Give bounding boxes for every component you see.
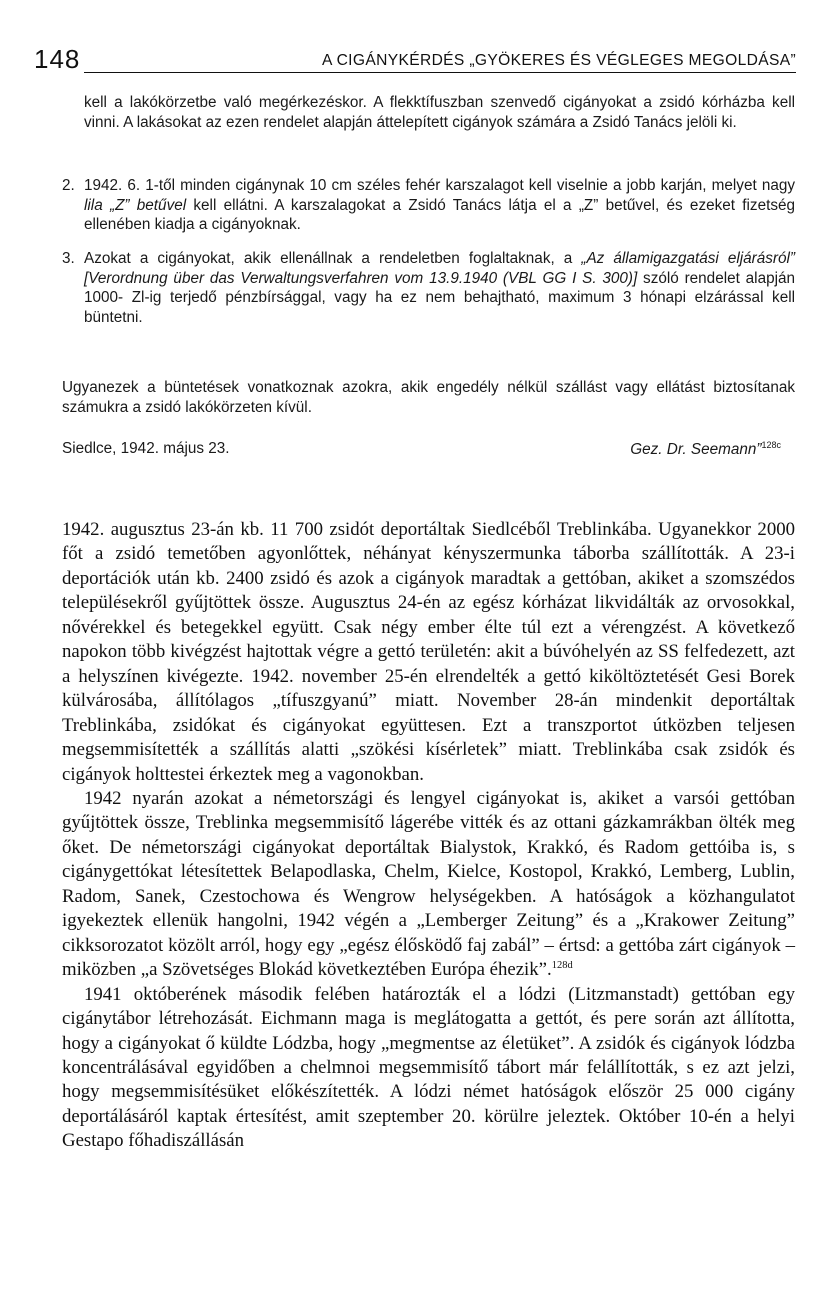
- decree-intro: [84, 93, 795, 132]
- paragraph: 1942. augusztus 23-án kb. 11 700 zsidót deportáltak Siedlcéből Treblinkába. Ugyanekkor 2000 főt a zsidó temetőben agyonlőttek, néhányat kényszermunka táborba szállították. A 23-i deportációk után kb. 2400 zsidó és azok a cigányok maradtak a gettóban, akiket a szomszédos településekről gyűjtöttek össze. Augusztus 24-én az egész kórházat likvidálták az orvosokkal, nővérekkel és betegekkel együtt. Csak négy ember élte túl ezt a vérengzést. A következő napokon több kivégzést hajtottak végre a gettó területén: akit a búvóhelyén az SS felfedezett, azt a helyszínen kivégezte. 1942. november 25-én elrendelték a gettó kiköltöztetését Gesi Borek külvárosába, állítólagos „tífuszgyanú” miatt. November 28-án mindenkit deportáltak Treblinkába, zsidókat és cigányokat együttesen. Ezt a transzportot útközben teljesen megsemmisítették a szállítás alatti „szökési kísérletek” miatt. Treblinkába csak zsidók és cigányok holttestei érkeztek meg a vagonokban.: [62, 519, 795, 785]
- decree-intro-text: kell a lakókörzetbe való megérkezéskor. A flekktífuszban szenvedő cigányokat a zsidó kórházba kell vinni. A lakásokat az ezen rendelet alapján áttelepített cigányok számára a Zsidó Tanács jelöli ki.: [84, 94, 795, 131]
- running-head: A CIGÁNYKÉRDÉS „GYÖKERES ÉS VÉGLEGES MEGOLDÁSA”: [322, 52, 796, 69]
- decree-item-text: Azokat a cigányokat, akik ellenállnak a rendeletben foglaltaknak, a „Az államigazgatási eljárásról” [Verordnung über das Verwaltungsverfahren vom 13.9.1940 (VBL GG I S. 300)] szóló rendelet alapján 1000- Zl-ig terjedő pénzbírsággal, vagy ha ez nem behajtható, maximum 3 hónapi elzárással kell büntetni.: [84, 250, 795, 326]
- signature: Gez. Dr. Seemann”$^{128c}$: [630, 440, 781, 459]
- body-text: [62, 518, 795, 1154]
- decree-item-number: 2.: [62, 177, 75, 194]
- decree-item-number: 3.: [62, 250, 75, 267]
- citation-text: „Az államigazgatási eljárásról” [Verordnung über das Verwaltungsverfahren vom 13.9.1940 (VBL GG I S. 300)]: [84, 250, 795, 287]
- paragraph: 1941 októberének második felében határozták el a lódzi (Litzmanstadt) gettóban egy cigánytábor létrehozását. Eichmann maga is meglátogatta a gettót, és pere során azt állította, hogy a cigányokat ő küldte Lódzba, hogy „megmentse az életüket”. A zsidók és cigányok lódzba koncentrálásával egyidőben a chelmnoi megsemmisítő tábort már felállították, s ez azt jelzi, hogy megsemmisítésüket előkészítették. A lódzi német hatóságok először 25 000 cigány deportálásáról kaptak értesítést, amit szeptember 20. körülre jeleztek. Október 10-én a helyi Gestapo főhadiszállásán: [62, 983, 795, 1152]
- decree-item-3: [62, 249, 795, 327]
- footnote-marker: 128c: [761, 440, 781, 450]
- decree-item-2: [62, 176, 795, 235]
- place-date: Siedlce, 1942. május 23.: [62, 440, 230, 457]
- emphasis-text: lila „Z” betűvel: [84, 196, 187, 214]
- decree-closing-text: Ugyanezek a büntetések vonatkoznak azokra, akik engedély nélkül szállást vagy ellátást biztosítanak számukra a zsidó lakókörzeten kívül.: [62, 379, 795, 416]
- footnote-marker: 128d: [551, 960, 573, 972]
- decree-closing: [62, 378, 795, 417]
- header-rule: [84, 72, 796, 73]
- paragraph: 1942 nyarán azokat a németországi és lengyel cigányokat is, akiket a varsói gettóban gyűjtöttek össze, Treblinka megsemmisítő lágerébe vitték és az ottani gázkamrákban ölték meg őket. De németországi cigányokat deportáltak Bialystok, Krakkó, és Radom gettóiba is, s cigánygettókat létesítettek Belapodlaska, Chelm, Kielce, Kostopol, Krakkó, Lemberg, Lublin, Radom, Sanek, Czestochowa és Wengrow helységekben. A hatóságok a közhangulatot igyekeztek ellenük hangolni, 1942 végén a „Lemberger Zeitung” és a „Krakower Zeitung” cikksorozatot közölt arról, hogy egy „egész élősködő faj zabál” – értsd: a gettóba zárt cigányok – miközben „a Szövetséges Blokád következtében Európa éhezik”.$^{128d}$: [62, 787, 795, 981]
- decree-item-text: 1942. 6. 1-től minden cigánynak 10 cm széles fehér karszalagot kell viselnie a jobb karján, melyet nagy lila „Z” betűvel kell ellátni. A karszalagokat a Zsidó Tanács látja el a „Z” betűvel, és ezeket fizetség ellenében kiadja a cigányoknak.: [84, 177, 795, 233]
- page-number: 148: [34, 44, 81, 74]
